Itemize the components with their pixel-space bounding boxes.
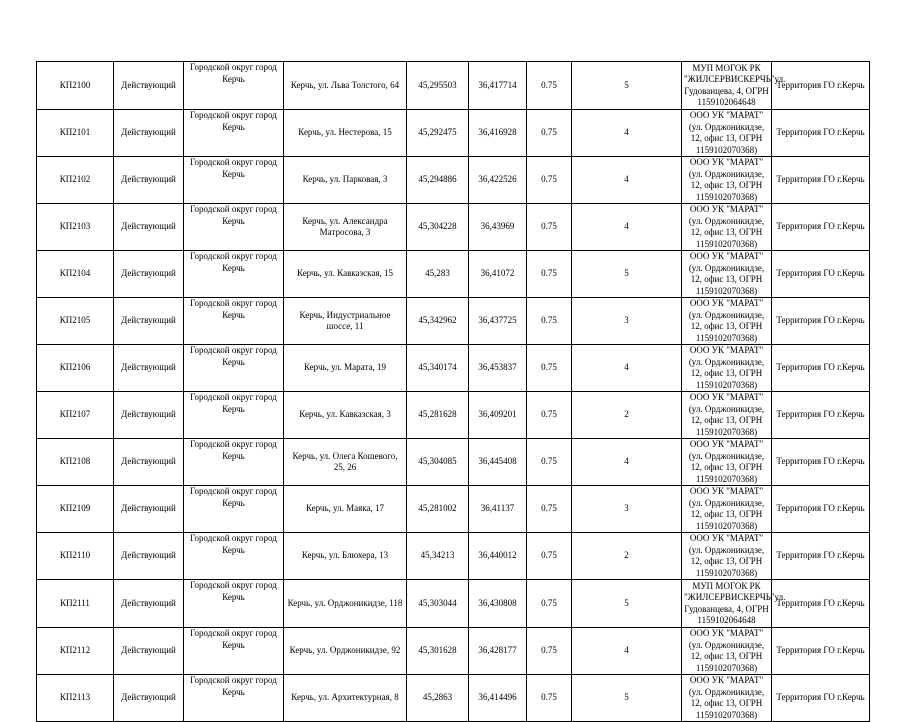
district-cell: Городской округ город Керчь xyxy=(184,675,284,722)
territory-cell: Территория ГО г.Керчь xyxy=(772,392,870,439)
operator-cell: ООО УК "МАРАТ" (ул. Орджоникидзе, 12, офис 13, ОГРН 1159102070368) xyxy=(682,392,772,439)
table-row xyxy=(37,533,870,580)
site-id-cell: КП2111 xyxy=(37,580,114,628)
territory-cell: Территория ГО г.Керчь xyxy=(772,157,870,204)
longitude-cell: 36,414496 xyxy=(469,675,527,722)
territory-cell: Территория ГО г.Керчь xyxy=(772,298,870,345)
district-cell: Городской округ город Керчь xyxy=(184,439,284,486)
container-count-cell: 4 xyxy=(572,345,682,392)
territory-cell: Территория ГО г.Керчь xyxy=(772,251,870,298)
address-cell: Керчь, ул. Архитектурная, 8 xyxy=(284,675,407,722)
longitude-cell: 36,428177 xyxy=(469,628,527,675)
address-cell: Керчь, ул. Парковая, 3 xyxy=(284,157,407,204)
district-cell: Городской округ город Керчь xyxy=(184,251,284,298)
latitude-cell: 45,292475 xyxy=(407,110,469,157)
longitude-cell: 36,453837 xyxy=(469,345,527,392)
table-row xyxy=(37,675,870,722)
address-cell: Керчь, ул. Александра Матросова, 3 xyxy=(284,204,407,251)
address-cell: Керчь, ул. Кавказская, 3 xyxy=(284,392,407,439)
table-row xyxy=(37,157,870,204)
operator-cell: МУП МОГОК РК "ЖИЛСЕРВИСКЕРЧЬ"ул. Гудованцева, 4, ОГРН 1159102064648 xyxy=(682,580,772,628)
operator-cell: ООО УК "МАРАТ" (ул. Орджоникидзе, 12, офис 13, ОГРН 1159102070368) xyxy=(682,486,772,533)
address-cell: Керчь, ул. Орджоникидзе, 92 xyxy=(284,628,407,675)
latitude-cell: 45,303044 xyxy=(407,580,469,628)
volume-cell: 0.75 xyxy=(527,675,572,722)
status-cell: Действующий xyxy=(114,345,184,392)
site-id-cell: КП2101 xyxy=(37,110,114,157)
container-count-cell: 2 xyxy=(572,392,682,439)
status-cell: Действующий xyxy=(114,439,184,486)
container-count-cell: 4 xyxy=(572,110,682,157)
latitude-cell: 45,301628 xyxy=(407,628,469,675)
table-row xyxy=(37,345,870,392)
latitude-cell: 45,295503 xyxy=(407,62,469,110)
latitude-cell: 45,304085 xyxy=(407,439,469,486)
address-cell: Керчь, Индустриальное шоссе, 11 xyxy=(284,298,407,345)
address-cell: Керчь, ул. Маяка, 17 xyxy=(284,486,407,533)
district-cell: Городской округ город Керчь xyxy=(184,204,284,251)
volume-cell: 0.75 xyxy=(527,628,572,675)
longitude-cell: 36,41137 xyxy=(469,486,527,533)
territory-cell: Территория ГО г.Керчь xyxy=(772,62,870,110)
operator-cell: ООО УК "МАРАТ" (ул. Орджоникидзе, 12, офис 13, ОГРН 1159102070368) xyxy=(682,298,772,345)
longitude-cell: 36,43969 xyxy=(469,204,527,251)
operator-cell: ООО УК "МАРАТ" (ул. Орджоникидзе, 12, офис 13, ОГРН 1159102070368) xyxy=(682,628,772,675)
district-cell: Городской округ город Керчь xyxy=(184,345,284,392)
district-cell: Городской округ город Керчь xyxy=(184,62,284,110)
status-cell: Действующий xyxy=(114,157,184,204)
site-id-cell: КП2100 xyxy=(37,62,114,110)
district-cell: Городской округ город Керчь xyxy=(184,298,284,345)
site-id-cell: КП2103 xyxy=(37,204,114,251)
operator-cell: ООО УК "МАРАТ" (ул. Орджоникидзе, 12, офис 13, ОГРН 1159102070368) xyxy=(682,251,772,298)
status-cell: Действующий xyxy=(114,62,184,110)
district-cell: Городской округ город Керчь xyxy=(184,486,284,533)
longitude-cell: 36,445408 xyxy=(469,439,527,486)
status-cell: Действующий xyxy=(114,533,184,580)
district-cell: Городской округ город Керчь xyxy=(184,628,284,675)
volume-cell: 0.75 xyxy=(527,251,572,298)
container-count-cell: 4 xyxy=(572,157,682,204)
district-cell: Городской округ город Керчь xyxy=(184,110,284,157)
address-cell: Керчь, ул. Орджоникидзе, 118 xyxy=(284,580,407,628)
territory-cell: Территория ГО г.Керчь xyxy=(772,439,870,486)
territory-cell: Территория ГО г.Керчь xyxy=(772,675,870,722)
table-row xyxy=(37,298,870,345)
status-cell: Действующий xyxy=(114,580,184,628)
table-row xyxy=(37,204,870,251)
table-body xyxy=(37,62,870,722)
container-sites-table xyxy=(36,61,870,722)
site-id-cell: КП2102 xyxy=(37,157,114,204)
operator-cell: ООО УК "МАРАТ" (ул. Орджоникидзе, 12, офис 13, ОГРН 1159102070368) xyxy=(682,110,772,157)
territory-cell: Территория ГО г.Керчь xyxy=(772,628,870,675)
container-count-cell: 3 xyxy=(572,486,682,533)
latitude-cell: 45,281002 xyxy=(407,486,469,533)
volume-cell: 0.75 xyxy=(527,157,572,204)
table-row xyxy=(37,580,870,628)
operator-cell: ООО УК "МАРАТ" (ул. Орджоникидзе, 12, офис 13, ОГРН 1159102070368) xyxy=(682,675,772,722)
status-cell: Действующий xyxy=(114,251,184,298)
container-count-cell: 4 xyxy=(572,204,682,251)
status-cell: Действующий xyxy=(114,628,184,675)
volume-cell: 0.75 xyxy=(527,580,572,628)
container-count-cell: 5 xyxy=(572,675,682,722)
district-cell: Городской округ город Керчь xyxy=(184,580,284,628)
table-row xyxy=(37,392,870,439)
site-id-cell: КП2110 xyxy=(37,533,114,580)
site-id-cell: КП2104 xyxy=(37,251,114,298)
volume-cell: 0.75 xyxy=(527,110,572,157)
table-row xyxy=(37,62,870,110)
site-id-cell: КП2112 xyxy=(37,628,114,675)
latitude-cell: 45,281628 xyxy=(407,392,469,439)
container-count-cell: 3 xyxy=(572,298,682,345)
territory-cell: Территория ГО г.Керчь xyxy=(772,345,870,392)
table-row xyxy=(37,110,870,157)
latitude-cell: 45,283 xyxy=(407,251,469,298)
site-id-cell: КП2106 xyxy=(37,345,114,392)
site-id-cell: КП2107 xyxy=(37,392,114,439)
address-cell: Керчь, ул. Олега Кошевого, 25, 26 xyxy=(284,439,407,486)
longitude-cell: 36,41072 xyxy=(469,251,527,298)
container-count-cell: 5 xyxy=(572,251,682,298)
territory-cell: Территория ГО г.Керчь xyxy=(772,110,870,157)
territory-cell: Территория ГО г.Керчь xyxy=(772,580,870,628)
status-cell: Действующий xyxy=(114,675,184,722)
territory-cell: Территория ГО г.Керчь xyxy=(772,533,870,580)
volume-cell: 0.75 xyxy=(527,345,572,392)
longitude-cell: 36,437725 xyxy=(469,298,527,345)
table-row xyxy=(37,439,870,486)
latitude-cell: 45,34213 xyxy=(407,533,469,580)
site-id-cell: КП2108 xyxy=(37,439,114,486)
longitude-cell: 36,440012 xyxy=(469,533,527,580)
table-row xyxy=(37,628,870,675)
district-cell: Городской округ город Керчь xyxy=(184,392,284,439)
container-count-cell: 5 xyxy=(572,580,682,628)
address-cell: Керчь, ул. Льва Толстого, 64 xyxy=(284,62,407,110)
volume-cell: 0.75 xyxy=(527,204,572,251)
latitude-cell: 45,340174 xyxy=(407,345,469,392)
status-cell: Действующий xyxy=(114,298,184,345)
status-cell: Действующий xyxy=(114,110,184,157)
operator-cell: ООО УК "МАРАТ" (ул. Орджоникидзе, 12, офис 13, ОГРН 1159102070368) xyxy=(682,157,772,204)
container-count-cell: 2 xyxy=(572,533,682,580)
longitude-cell: 36,430808 xyxy=(469,580,527,628)
latitude-cell: 45,2863 xyxy=(407,675,469,722)
territory-cell: Территория ГО г.Керчь xyxy=(772,204,870,251)
volume-cell: 0.75 xyxy=(527,62,572,110)
status-cell: Действующий xyxy=(114,486,184,533)
longitude-cell: 36,409201 xyxy=(469,392,527,439)
district-cell: Городской округ город Керчь xyxy=(184,157,284,204)
latitude-cell: 45,294886 xyxy=(407,157,469,204)
volume-cell: 0.75 xyxy=(527,486,572,533)
container-count-cell: 5 xyxy=(572,62,682,110)
operator-cell: ООО УК "МАРАТ" (ул. Орджоникидзе, 12, офис 13, ОГРН 1159102070368) xyxy=(682,533,772,580)
volume-cell: 0.75 xyxy=(527,533,572,580)
container-count-cell: 4 xyxy=(572,628,682,675)
address-cell: Керчь, ул. Нестерова, 15 xyxy=(284,110,407,157)
operator-cell: ООО УК "МАРАТ" (ул. Орджоникидзе, 12, офис 13, ОГРН 1159102070368) xyxy=(682,439,772,486)
volume-cell: 0.75 xyxy=(527,298,572,345)
operator-cell: МУП МОГОК РК "ЖИЛСЕРВИСКЕРЧЬ"ул. Гудованцева, 4, ОГРН 1159102064648 xyxy=(682,62,772,110)
address-cell: Керчь, ул. Кавказская, 15 xyxy=(284,251,407,298)
address-cell: Керчь, ул. Блюхера, 13 xyxy=(284,533,407,580)
operator-cell: ООО УК "МАРАТ" (ул. Орджоникидзе, 12, офис 13, ОГРН 1159102070368) xyxy=(682,204,772,251)
longitude-cell: 36,416928 xyxy=(469,110,527,157)
operator-cell: ООО УК "МАРАТ" (ул. Орджоникидзе, 12, офис 13, ОГРН 1159102070368) xyxy=(682,345,772,392)
latitude-cell: 45,304228 xyxy=(407,204,469,251)
container-count-cell: 4 xyxy=(572,439,682,486)
volume-cell: 0.75 xyxy=(527,392,572,439)
site-id-cell: КП2109 xyxy=(37,486,114,533)
table-row xyxy=(37,251,870,298)
site-id-cell: КП2105 xyxy=(37,298,114,345)
volume-cell: 0.75 xyxy=(527,439,572,486)
status-cell: Действующий xyxy=(114,204,184,251)
territory-cell: Территория ГО г.Керчь xyxy=(772,486,870,533)
status-cell: Действующий xyxy=(114,392,184,439)
district-cell: Городской округ город Керчь xyxy=(184,533,284,580)
latitude-cell: 45,342962 xyxy=(407,298,469,345)
longitude-cell: 36,417714 xyxy=(469,62,527,110)
table-row xyxy=(37,486,870,533)
longitude-cell: 36,422526 xyxy=(469,157,527,204)
address-cell: Керчь, ул. Марата, 19 xyxy=(284,345,407,392)
site-id-cell: КП2113 xyxy=(37,675,114,722)
